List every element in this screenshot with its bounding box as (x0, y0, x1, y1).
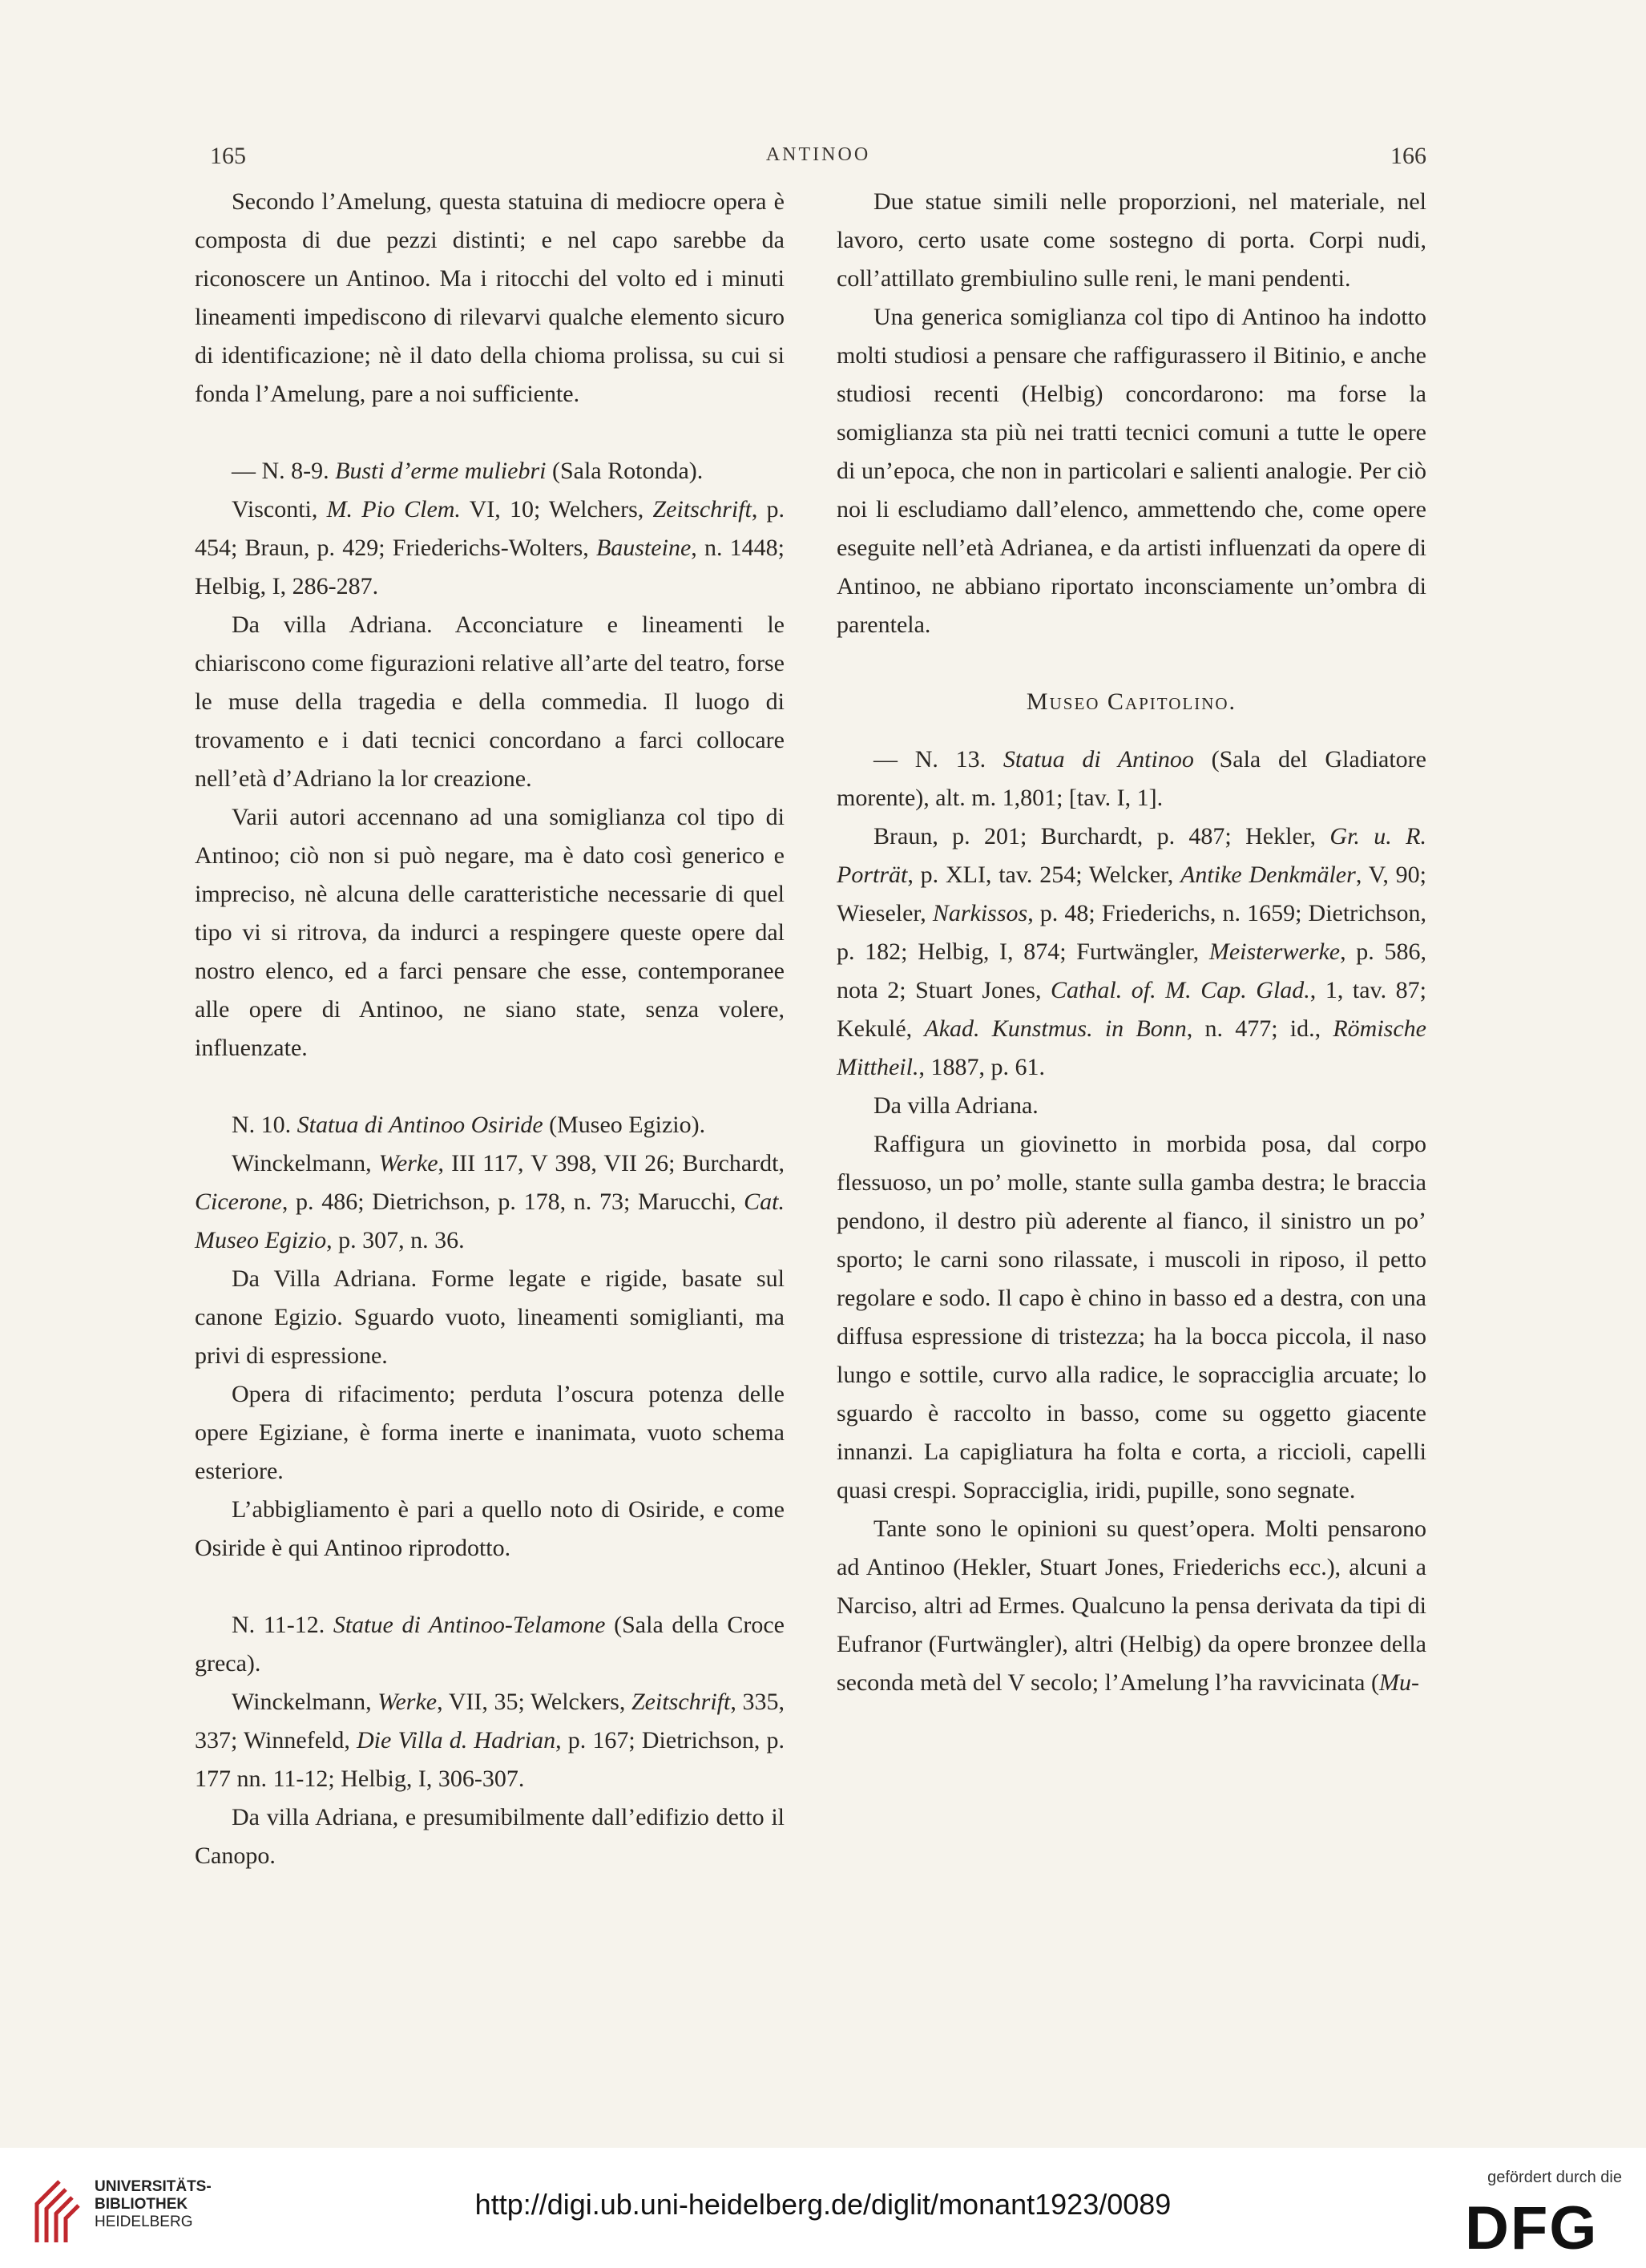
running-title: ANTINOO (765, 144, 871, 165)
paragraph: Da Villa Adriana. Forme legate e rigide, basate sul canone Egizio. Sguardo vuoto, lineamenti somiglianti, ma privi di espressione. (195, 1265, 785, 1369)
page-number-left: 165 (210, 143, 246, 169)
dfg-logo-icon[interactable] (1465, 2197, 1622, 2254)
right-column (837, 183, 1426, 1702)
bibliography-8-9: Visconti, M. Pio Clem. VI, 10; Welchers, Zeitschrift, p. 454; Braun, p. 429; Friederichs-Wolters, Bausteine, n. 1448; Helbig, I, 286-287. (195, 496, 785, 599)
paragraph: Da villa Adriana, e presumibilmente dall’edifizio detto il Canopo. (195, 1804, 785, 1869)
running-head (210, 143, 1426, 175)
university-library-name[interactable]: UNIVERSITÄTS- BIBLIOTHEK HEIDELBERG (95, 2178, 212, 2230)
paragraph: Secondo l’Amelung, questa statuina di mediocre opera è composta di due pezzi distinti; e nel capo sarebbe da riconoscere un Antinoo. Ma i ritocchi del volto ed i minuti lineamenti impediscono di rilevarvi qualche elemento sicuro di identificazione; nè il dato della chioma prolissa, su cui si fonda l’Amelung, pare a noi sufficiente. (195, 188, 785, 407)
paragraph: Tante sono le opinioni su quest’opera. Molti pensarono ad Antinoo (Hekler, Stuart Jones, Friederichs ecc.), alcuni a Narciso, altri ad Ermes. Qualcuno la pensa derivata da tipi di Eufranor (Furtwängler), altri (Helbig) da opere bronzee della seconda metà del V secolo; l’Amelung l’ha ravvicinata (Mu- (837, 1515, 1426, 1696)
catalogue-entry-8-9: — N. 8-9. Busti d’erme muliebri (Sala Rotonda). (232, 458, 704, 484)
catalogue-entry-10: N. 10. Statua di Antinoo Osiride (Museo Egizio). (232, 1112, 706, 1138)
left-column (195, 183, 785, 1875)
paragraph: L’abbigliamento è pari a quello noto di Osiride, e come Osiride è qui Antinoo riprodotto. (195, 1496, 785, 1561)
bibliography-10: Winckelmann, Werke, III 117, V 398, VII 26; Burchardt, Cicerone, p. 486; Dietrichson, p. 178, n. 73; Marucchi, Cat. Museo Egizio, p. 307, n. 36. (195, 1150, 785, 1253)
bibliography-13: Braun, p. 201; Burchardt, p. 487; Hekler, Gr. u. R. Porträt, p. XLI, tav. 254; Welcker, Antike Denkmäler, V, 90; Wieseler, Narkissos, p. 48; Friederichs, n. 1659; Dietrichson, p. 182; Helbig, I, 874; Furtwängler, Meisterwerke, p. 586, nota 2; Stuart Jones, Cathal. of. M. Cap. Glad., 1, tav. 87; Kekulé, Akad. Kunstmus. in Bonn, n. 477; id., Römische Mittheil., 1887, p. 61. (837, 823, 1427, 1080)
dfg-logo-text: DFG (1465, 2197, 1599, 2254)
paragraph: Da villa Adriana. (873, 1092, 1039, 1119)
catalogue-entry-13: — N. 13. Statua di Antinoo (Sala del Gladiatore morente), alt. m. 1,801; [tav. I, 1]. (837, 746, 1426, 811)
paragraph: Da villa Adriana. Acconciature e lineamenti le chiariscono come figurazioni relative all’arte del teatro, forse le muse della tragedia e della commedia. Il luogo di trovamento e i dati tecnici concordano a farci collocare nell’età d’Adriano la lor creazione. (195, 611, 785, 792)
section-heading: Museo Capitolino. (1026, 688, 1237, 715)
catalogue-entry-11-12: N. 11-12. Statue di Antinoo-Telamone (Sala della Croce greca). (195, 1612, 785, 1677)
bibliography-11-12: Winckelmann, Werke, VII, 35; Welckers, Zeitschrift, 335, 337; Winnefeld, Die Villa d. Hadrian, p. 167; Dietrichson, p. 177 nn. 11-12; Helbig, I, 306-307. (195, 1689, 785, 1792)
page-number-right: 166 (1390, 143, 1426, 169)
paragraph: Due statue simili nelle proporzioni, nel materiale, nel lavoro, certo usate come sostegno di porta. Corpi nudi, coll’attillato grembiulino sulle reni, le mani pendenti. (837, 188, 1426, 292)
digitization-footer (0, 2148, 1646, 2268)
paragraph: Una generica somiglianza col tipo di Antinoo ha indotto molti studiosi a pensare che raffigurassero il Bitinio, e anche studiosi recenti (Helbig) concordarono: ma forse la somiglianza sta più nei tratti tecnici comuni a tutte le opere di un’epoca, che non in particolari e salienti analogie. Per ciò noi li escludiamo dall’elenco, ammettendo che, come opere eseguite nell’età Adrianea, e da artisti influenzati da opere di Antinoo, ne abbiano riportato inconsciamente un’ombra di parentela. (837, 304, 1426, 638)
paragraph: Raffigura un giovinetto in morbida posa, dal corpo flessuoso, un po’ molle, stante sulla gamba destra; le braccia pendono, il destro più aderente al fianco, il sinistro un po’ sporto; le carni sono rilassate, i muscoli in riposo, il petto regolare e sodo. Il capo è chino in basso ed a destra, con una diffusa espressione di tristezza; ha la bocca piccola, il naso lungo e sottile, curvo alla radice, le sopracciglia arcuate; lo sguardo è raccolto in basso, come su oggetto giacente innanzi. La capigliatura ha folta e corta, a riccioli, capelli quasi crespi. Sopracciglia, iridi, pupille, sono segnate. (837, 1131, 1426, 1503)
permalink-url[interactable]: http://digi.ub.uni-heidelberg.de/diglit/monant1923/0089 (474, 2188, 1172, 2221)
paragraph: Varii autori accennano ad una somiglianza col tipo di Antinoo; ciò non si può negare, ma è dato così generico e impreciso, nè alcuna delle caratteristiche necessarie di quel tipo vi si ritrova, da indurci a respingere queste opere dal nostro elenco, ed a farci pensare che esse, contemporanee alle opere di Antinoo, ne siano state, senza volere, influenzate. (195, 804, 785, 1061)
paragraph: Opera di rifacimento; perduta l’oscura potenza delle opere Egiziane, è forma inerte e inanimata, vuoto schema esteriore. (195, 1381, 785, 1484)
funding-label: gefördert durch die (1487, 2169, 1622, 2186)
